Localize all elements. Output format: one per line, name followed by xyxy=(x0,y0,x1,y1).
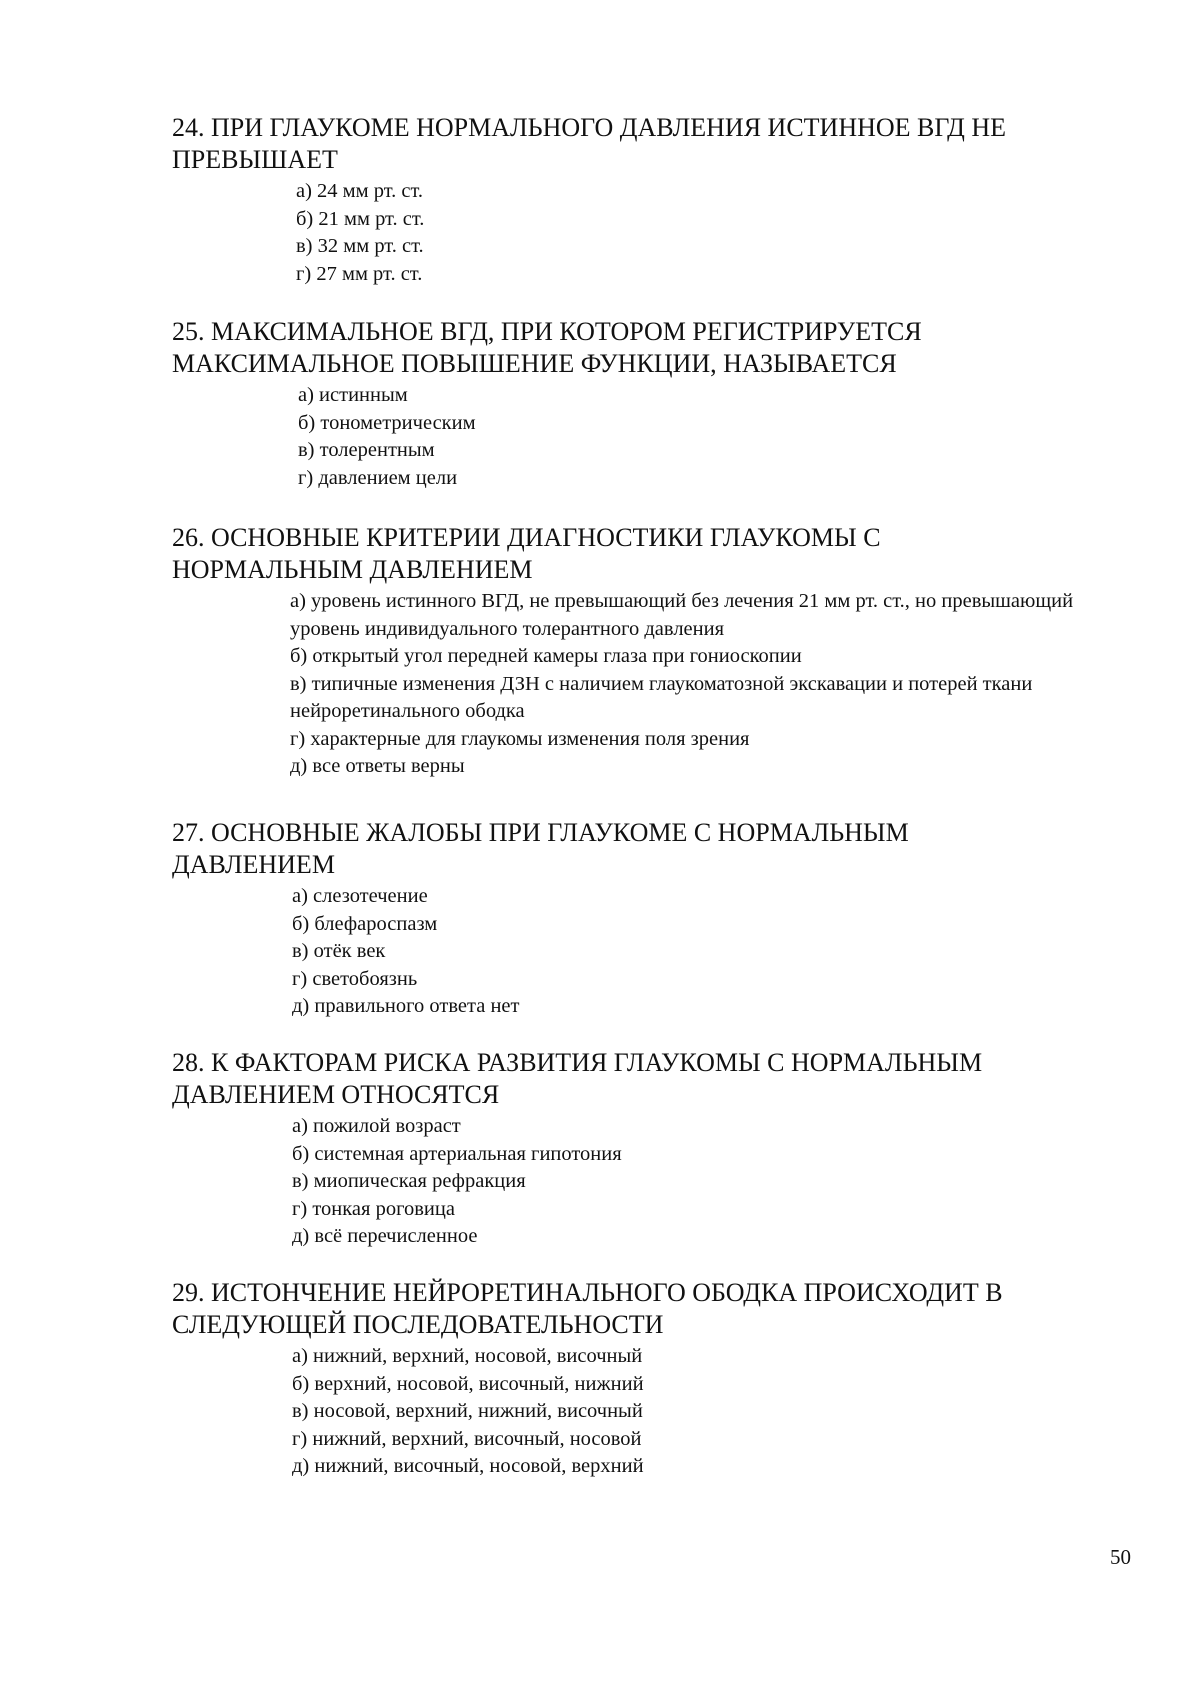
question-title: 28. К ФАКТОРАМ РИСКА РАЗВИТИЯ ГЛАУКОМЫ С НОРМАЛЬНЫМ ДАВЛЕНИЕМ ОТНОСЯТСЯ xyxy=(172,1048,983,1109)
answer-option: г) характерные для глаукомы изменения поля зрения xyxy=(290,727,750,750)
answer-option: б) 21 мм рт. ст. xyxy=(296,207,425,230)
answer-option: в) миопическая рефракция xyxy=(292,1170,526,1192)
page-number: 50 xyxy=(1110,1545,1131,1569)
answer-option: а) уровень истинного ВГД, не превышающий без лечения 21 мм рт. ст., но превышающий уровень индивидуального толерантного давления xyxy=(290,590,1074,640)
question-title: 29. ИСТОНЧЕНИЕ НЕЙРОРЕТИНАЛЬНОГО ОБОДКА ПРОИСХОДИТ В СЛЕДУЮЩЕЙ ПОСЛЕДОВАТЕЛЬНОСТИ xyxy=(172,1278,1003,1339)
answer-option: б) блефароспазм xyxy=(292,912,438,935)
answer-option: г) светобоязнь xyxy=(292,967,418,990)
answer-option: в) 32 мм рт. ст. xyxy=(296,235,424,257)
answer-option: б) системная артериальная гипотония xyxy=(292,1142,622,1165)
answer-option: в) отёк век xyxy=(292,940,386,962)
answer-option: а) 24 мм рт. ст. xyxy=(296,180,424,202)
answer-option: г) тонкая роговица xyxy=(292,1197,455,1220)
answer-option: б) верхний, носовой, височный, нижний xyxy=(292,1372,644,1395)
answer-option: д) всё перечисленное xyxy=(292,1225,478,1247)
question-title: 24. ПРИ ГЛАУКОМЕ НОРМАЛЬНОГО ДАВЛЕНИЯ ИСТИННОЕ ВГД НЕ ПРЕВЫШАЕТ xyxy=(172,113,1007,174)
answer-options xyxy=(292,883,1112,1021)
answer-option: а) истинным xyxy=(298,384,408,406)
answer-option: в) толерентным xyxy=(298,439,435,461)
answer-option: в) типичные изменения ДЗН с наличием глаукоматозной экскавации и потерей ткани нейроретинального ободка xyxy=(290,672,1033,722)
question-title: 27. ОСНОВНЫЕ ЖАЛОБЫ ПРИ ГЛАУКОМЕ С НОРМАЛЬНЫМ ДАВЛЕНИЕМ xyxy=(172,818,909,879)
answer-option: б) открытый угол передней камеры глаза при гониоскопии xyxy=(290,645,802,667)
answer-option: д) все ответы верны xyxy=(290,755,465,777)
answer-options xyxy=(298,382,1112,492)
answer-option: д) нижний, височный, носовой, верхний xyxy=(292,1455,644,1477)
question-29 xyxy=(172,1277,1112,1481)
answer-option: г) 27 мм рт. ст. xyxy=(296,262,423,285)
answer-option: г) нижний, верхний, височный, носовой xyxy=(292,1427,642,1450)
answer-options xyxy=(296,178,1112,288)
question-26 xyxy=(172,522,1112,781)
answer-options xyxy=(292,1113,1112,1251)
answer-option: д) правильного ответа нет xyxy=(292,995,520,1017)
answer-option: а) нижний, верхний, носовой, височный xyxy=(292,1345,643,1367)
question-title: 25. МАКСИМАЛЬНОЕ ВГД, ПРИ КОТОРОМ РЕГИСТРИРУЕТСЯ МАКСИМАЛЬНОЕ ПОВЫШЕНИЕ ФУНКЦИИ, НАЗЫВАЕТСЯ xyxy=(172,317,922,378)
answer-options xyxy=(292,1343,1112,1481)
answer-option: а) слезотечение xyxy=(292,885,428,907)
answer-option: в) носовой, верхний, нижний, височный xyxy=(292,1400,643,1422)
answer-option: б) тонометрическим xyxy=(298,411,476,434)
answer-options xyxy=(290,588,1120,781)
answer-option: а) пожилой возраст xyxy=(292,1115,461,1137)
answer-option: г) давлением цели xyxy=(298,466,458,489)
question-25 xyxy=(172,316,1112,492)
question-27 xyxy=(172,817,1112,1021)
question-28 xyxy=(172,1047,1112,1251)
question-24 xyxy=(172,112,1112,288)
question-title: 26. ОСНОВНЫЕ КРИТЕРИИ ДИАГНОСТИКИ ГЛАУКОМЫ С НОРМАЛЬНЫМ ДАВЛЕНИЕМ xyxy=(172,523,881,584)
